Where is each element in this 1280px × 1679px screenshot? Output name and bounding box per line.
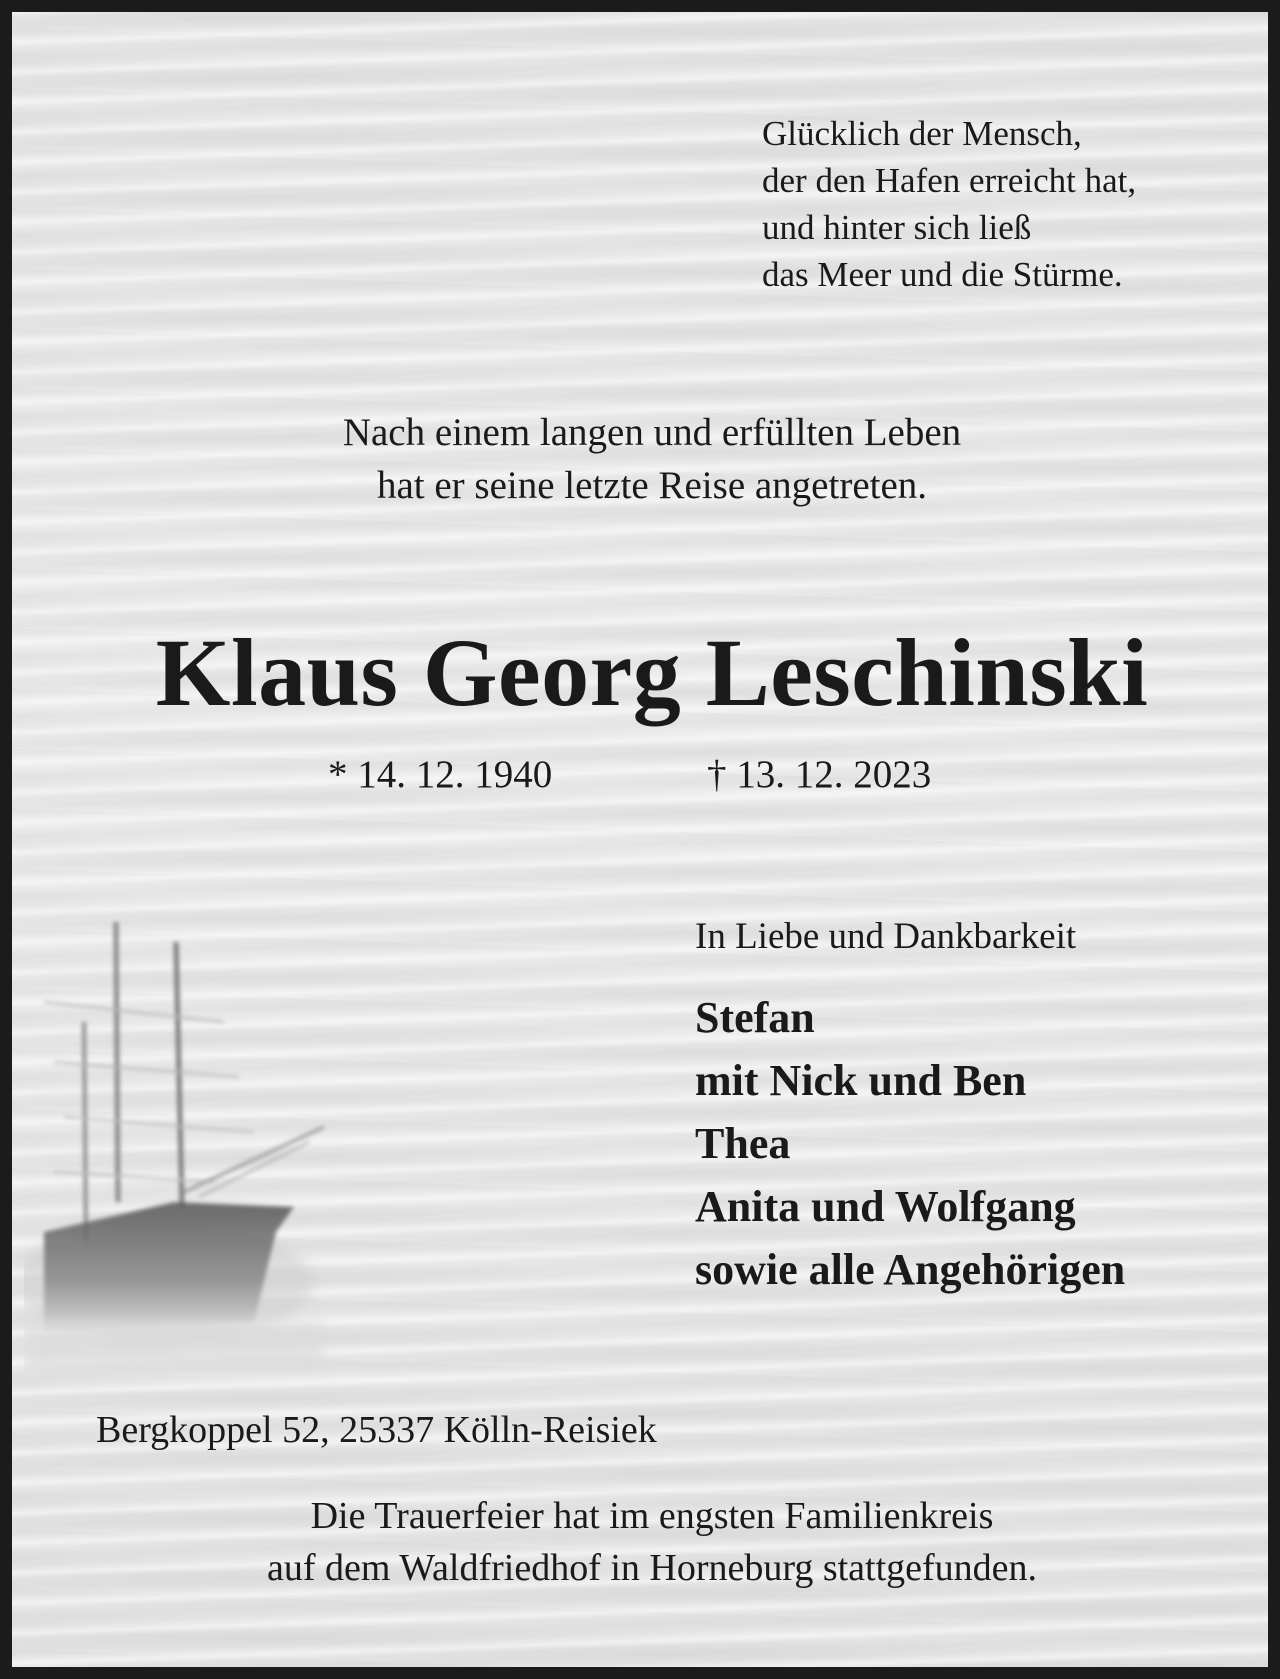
intro-line: hat er seine letzte Reise angetreten.: [376, 464, 928, 507]
mourner-name: mit Nick und Ben: [695, 1056, 1027, 1105]
mourners-list: [695, 986, 1125, 1301]
quote-line: das Meer und die Stürme.: [762, 255, 1123, 294]
quote-line: Glücklich der Mensch,: [762, 114, 1082, 153]
address-line: Bergkoppel 52, 25337 Kölln-Reisiek: [96, 1409, 657, 1451]
thanks-line: In Liebe und Dankbarkeit: [695, 916, 1077, 957]
intro-line: Nach einem langen und erfüllten Leben: [342, 411, 962, 454]
service-notice: [12, 1490, 1280, 1594]
quote-line: und hinter sich ließ: [762, 208, 1032, 247]
epigraph-quote: [762, 110, 1136, 298]
service-line: auf dem Waldfriedhof in Horneburg stattgefunden.: [266, 1547, 1038, 1589]
death-date: † 13. 12. 2023: [707, 753, 932, 796]
sailing-ship-icon: [24, 852, 344, 1372]
mourner-name: Thea: [695, 1119, 791, 1168]
birth-date: * 14. 12. 1940: [328, 753, 553, 796]
mourner-name: Stefan: [695, 993, 815, 1042]
intro-text: [12, 406, 1280, 512]
deceased-name: Klaus Georg Leschinski: [155, 619, 1149, 726]
mourner-name: sowie alle Angehörigen: [695, 1245, 1126, 1294]
service-line: Die Trauerfeier hat im engsten Familienkreis: [310, 1495, 994, 1537]
mourner-name: Anita und Wolfgang: [695, 1182, 1076, 1231]
quote-line: der den Hafen erreicht hat,: [762, 161, 1137, 200]
